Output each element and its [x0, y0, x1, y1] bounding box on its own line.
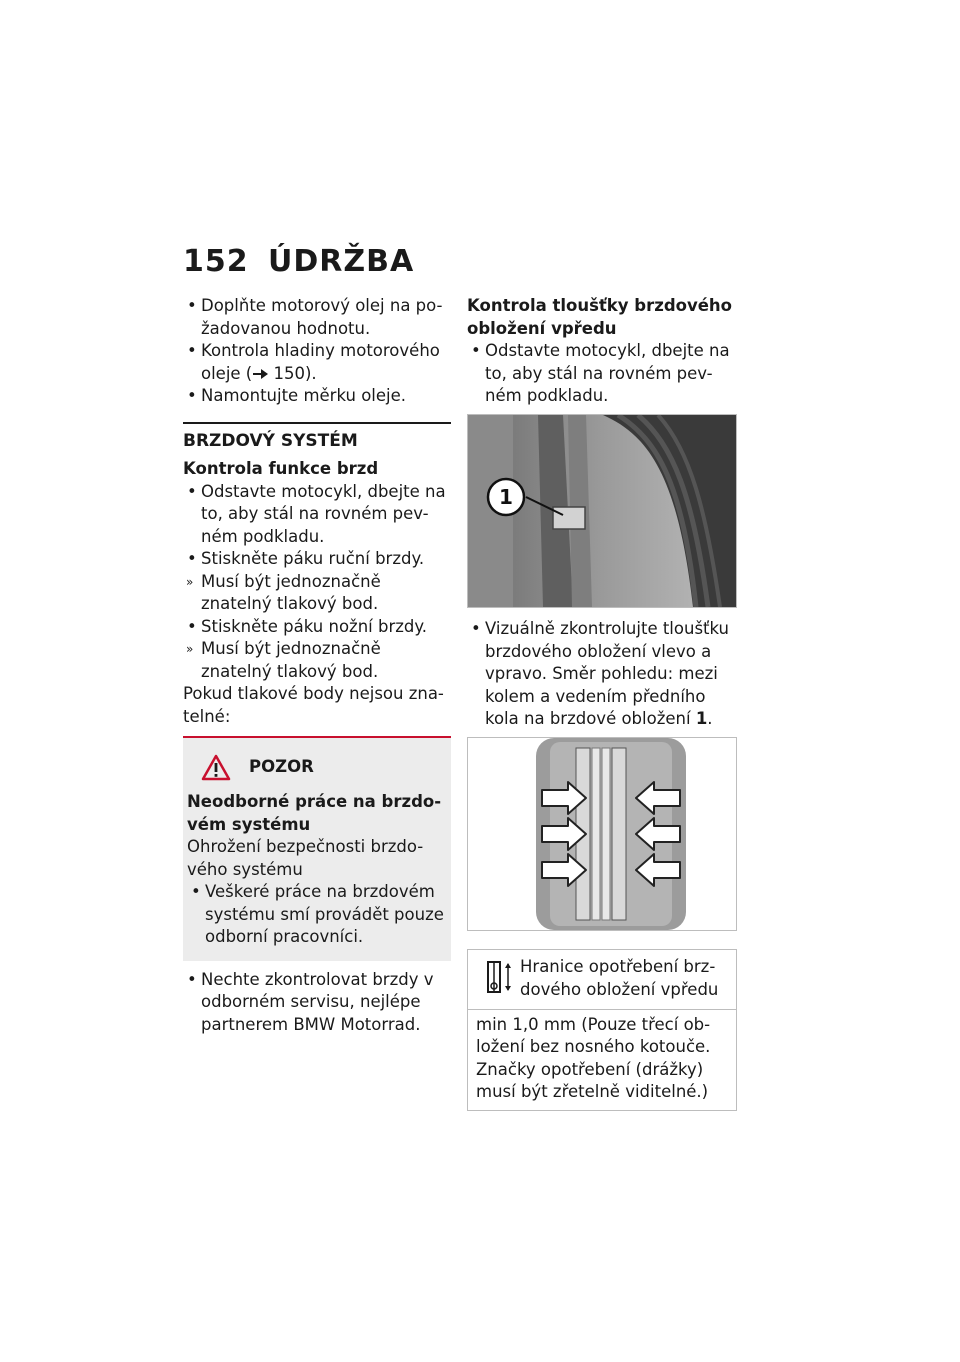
warning-title: Neodborné práce na brzdo-vém systému — [187, 792, 442, 834]
bullet-icon: • — [187, 341, 197, 360]
result-icon: » — [186, 642, 194, 656]
bullet-icon: • — [187, 386, 197, 405]
result-item: » Musí být jednoznačně znatelný tlakový bod. — [186, 639, 381, 681]
chapter-title: ÚDRŽBA — [268, 244, 415, 279]
list-item: • Odstavte motocykl, dbejte na to, aby stál na rovném pev-ném podkladu. — [471, 341, 730, 405]
result-icon: » — [186, 574, 194, 589]
bullet-icon: • — [187, 616, 197, 636]
bullet-icon: • — [471, 341, 481, 360]
wear-limit-title: Hranice opotřebení brz-dového obložení vpředu — [520, 957, 719, 999]
page-reference-arrow-icon — [252, 369, 268, 379]
wear-limit-header — [468, 950, 736, 1010]
warning-hazard: Ohrožení bezpečnosti brzdo-vého systému — [187, 837, 424, 879]
warning-triangle-icon — [201, 754, 231, 781]
subsection-title: Kontrola funkce brzd — [183, 459, 379, 478]
bullet-icon: • — [187, 969, 197, 989]
bullet-icon: • — [191, 882, 201, 901]
wear-limit-table — [467, 949, 737, 1111]
section-divider — [183, 422, 451, 424]
warning-box — [183, 736, 451, 961]
photo-callout-label: 1 — [499, 484, 513, 509]
list-item: • Namontujte měrku oleje. — [183, 385, 451, 408]
list-item: • Nechte zkontrolovat brzdy v odborném servisu, nejlépe partnerem BMW Motorrad. — [187, 969, 434, 1034]
page-number: 152 — [183, 244, 249, 279]
list-item: • Odstavte motocykl, dbejte na to, aby stál na rovném pev-ném podkladu. — [187, 481, 446, 546]
left-column — [183, 295, 451, 1036]
front-wheel-brake-photo — [467, 414, 737, 608]
warning-label: POZOR — [249, 757, 314, 777]
bullet-icon: • — [187, 481, 197, 501]
brake-pad-thickness-icon — [476, 956, 520, 1003]
list-item: • Vizuálně zkontrolujte tloušťku brzdového obložení vlevo a vpravo. Směr pohledu: mezi kolem a vedením předního kola na brzdové obložení 1. — [471, 619, 730, 728]
wear-limit-value: min 1,0 mm (Pouze třecí ob-ložení bez nosného kotouče. Značky opotřebení (drážky) musí být zřetelně viditelné.) — [476, 1014, 711, 1101]
reference-number: 1 — [695, 709, 708, 728]
list-item: • Stiskněte páku ruční brzdy. — [183, 548, 451, 571]
section-title: BRZDOVÝ SYSTÉM — [183, 430, 358, 451]
list-item: • Doplňte motorový olej na po-žadovanou hodnotu. — [187, 296, 443, 338]
brake-pads-photo — [467, 737, 737, 931]
reference-page-link[interactable]: 150). — [273, 363, 317, 383]
bullet-icon: • — [187, 296, 197, 315]
page-header — [183, 244, 414, 279]
subsection-title: Kontrola tloušťky brzdového obložení vpředu — [467, 296, 733, 338]
bullet-icon: • — [187, 549, 197, 568]
list-item: • Stiskněte páku nožní brzdy. — [183, 616, 451, 639]
warning-header — [187, 754, 447, 781]
result-item: » Musí být jednoznačně znatelný tlakový bod. — [186, 571, 381, 613]
bullet-icon: • — [471, 619, 481, 638]
right-column — [467, 295, 739, 1111]
condition-text: Pokud tlakové body nejsou zna-telné: — [183, 684, 444, 726]
list-item: • Kontrola hladiny motorového oleje ( 150). — [187, 341, 440, 383]
list-item: • Veškeré práce na brzdovém systému smí provádět pouze odborní pracovníci. — [191, 882, 444, 946]
